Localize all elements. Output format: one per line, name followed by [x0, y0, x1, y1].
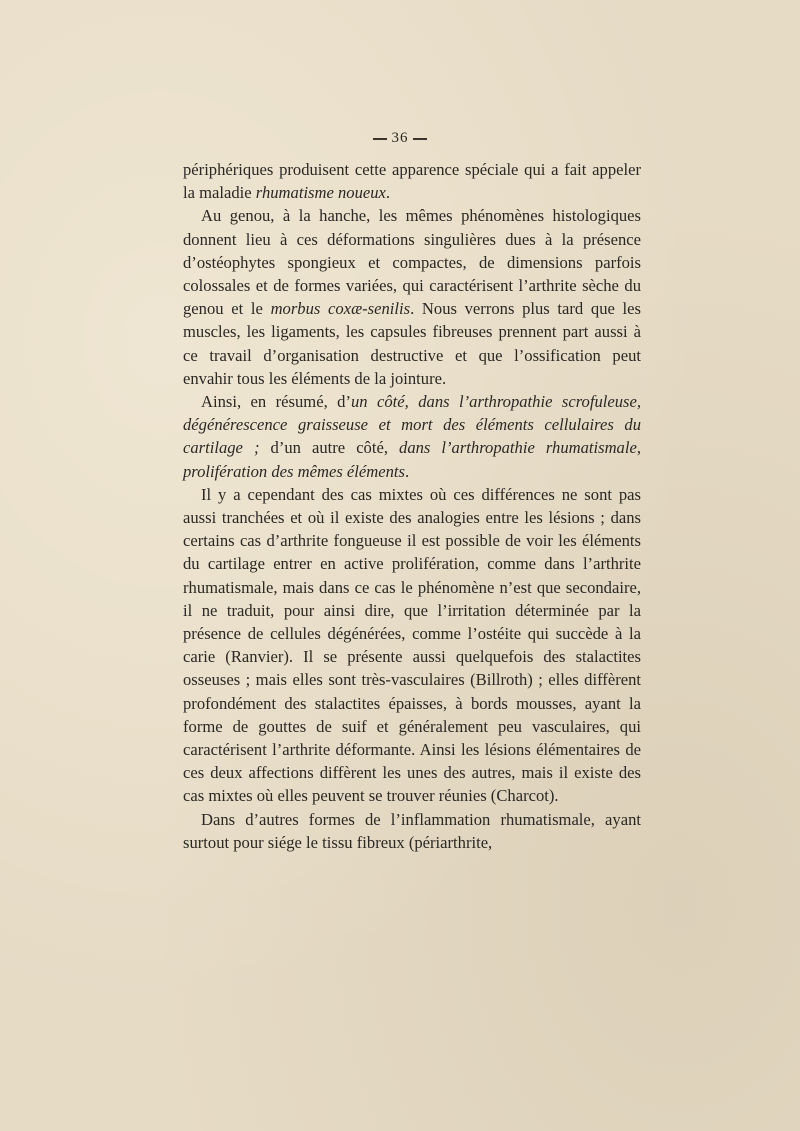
italic-text: un côté, dans l’arthropathie scrofuleuse, dégénérescence graisseuse et mort des éléments cellulaires du cartilage ; [183, 392, 641, 458]
italic-text: dans l’arthropathie rhumatismale [399, 438, 637, 458]
folio-dash-left [373, 130, 387, 147]
text-run: Au genou, à la hanche, les mêmes phénomènes histologiques donnent lieu à ces déformations singulières dues à la présence d’ostéophytes spongieux et compactes, de dimensions parfois colossales et de formes variées, qui caractérisent l’arthrite sèche du genou et le [183, 206, 641, 319]
text-run: Il y a cependant des cas mixtes où ces différences ne sont pas aussi tranchées et où il existe des analogies entre les lésions ; dans certains cas d’arthrite fongueuse il est possible de voir les éléments du cartilage entrer en active prolifération, comme dans l’arthrite rhumatismale, mais dans ce cas le phénomène n’est que secondaire, il ne traduit, pour ainsi dire, que l’irritation déterminée par la présence de cellules dégénérées, comme l’ostéite qui succède à la carie (Ranvier). Il se présente aussi quelquefois des stalactites osseuses ; mais elles sont très-vasculaires (Billroth) ; elles diffèrent profondément des stalactites épaisses, à bords mousses, ayant la forme de gouttes de suif et généralement peu vasculaires, qui caractérisent l’arthrite déformante. Ainsi les lésions élémentaires de ces deux affections diffèrent les unes des autres, mais il existe des cas mixtes où elles peuvent se trouver réunies (Charcot). [183, 484, 641, 806]
page-number [0, 130, 800, 147]
paragraph [183, 204, 641, 390]
text-run: , [636, 438, 641, 458]
paragraph [183, 808, 641, 854]
text-run: . [385, 183, 391, 203]
text-run: . [404, 461, 410, 481]
italic-text: prolifération des mêmes éléments [183, 461, 405, 481]
text-run: périphériques produisent cette apparence spéciale qui a fait appeler la maladie [183, 160, 641, 203]
page-number-text: 36 [391, 130, 409, 146]
text-run: Dans d’autres formes de l’inflammation rhumatismale, ayant surtout pour siége le tissu fibreux (périarthrite, [183, 809, 641, 852]
paragraph [183, 483, 641, 808]
italic-text: rhumatisme noueux [255, 183, 386, 203]
text-run: Ainsi, en résumé, d’ [201, 392, 351, 412]
folio-dash-right [413, 130, 427, 147]
paragraph [183, 158, 641, 204]
italic-text: morbus coxæ-senilis [270, 299, 411, 319]
paragraph [183, 390, 641, 483]
text-run: d’un autre côté, [259, 438, 400, 458]
text-run: . Nous verrons plus tard que les muscles, les ligaments, les capsules fibreuses prennent part aussi à ce travail d’organisation destructive et que l’ossification peut envahir tous les éléments de la jointure. [183, 299, 641, 388]
body-text [183, 158, 641, 854]
